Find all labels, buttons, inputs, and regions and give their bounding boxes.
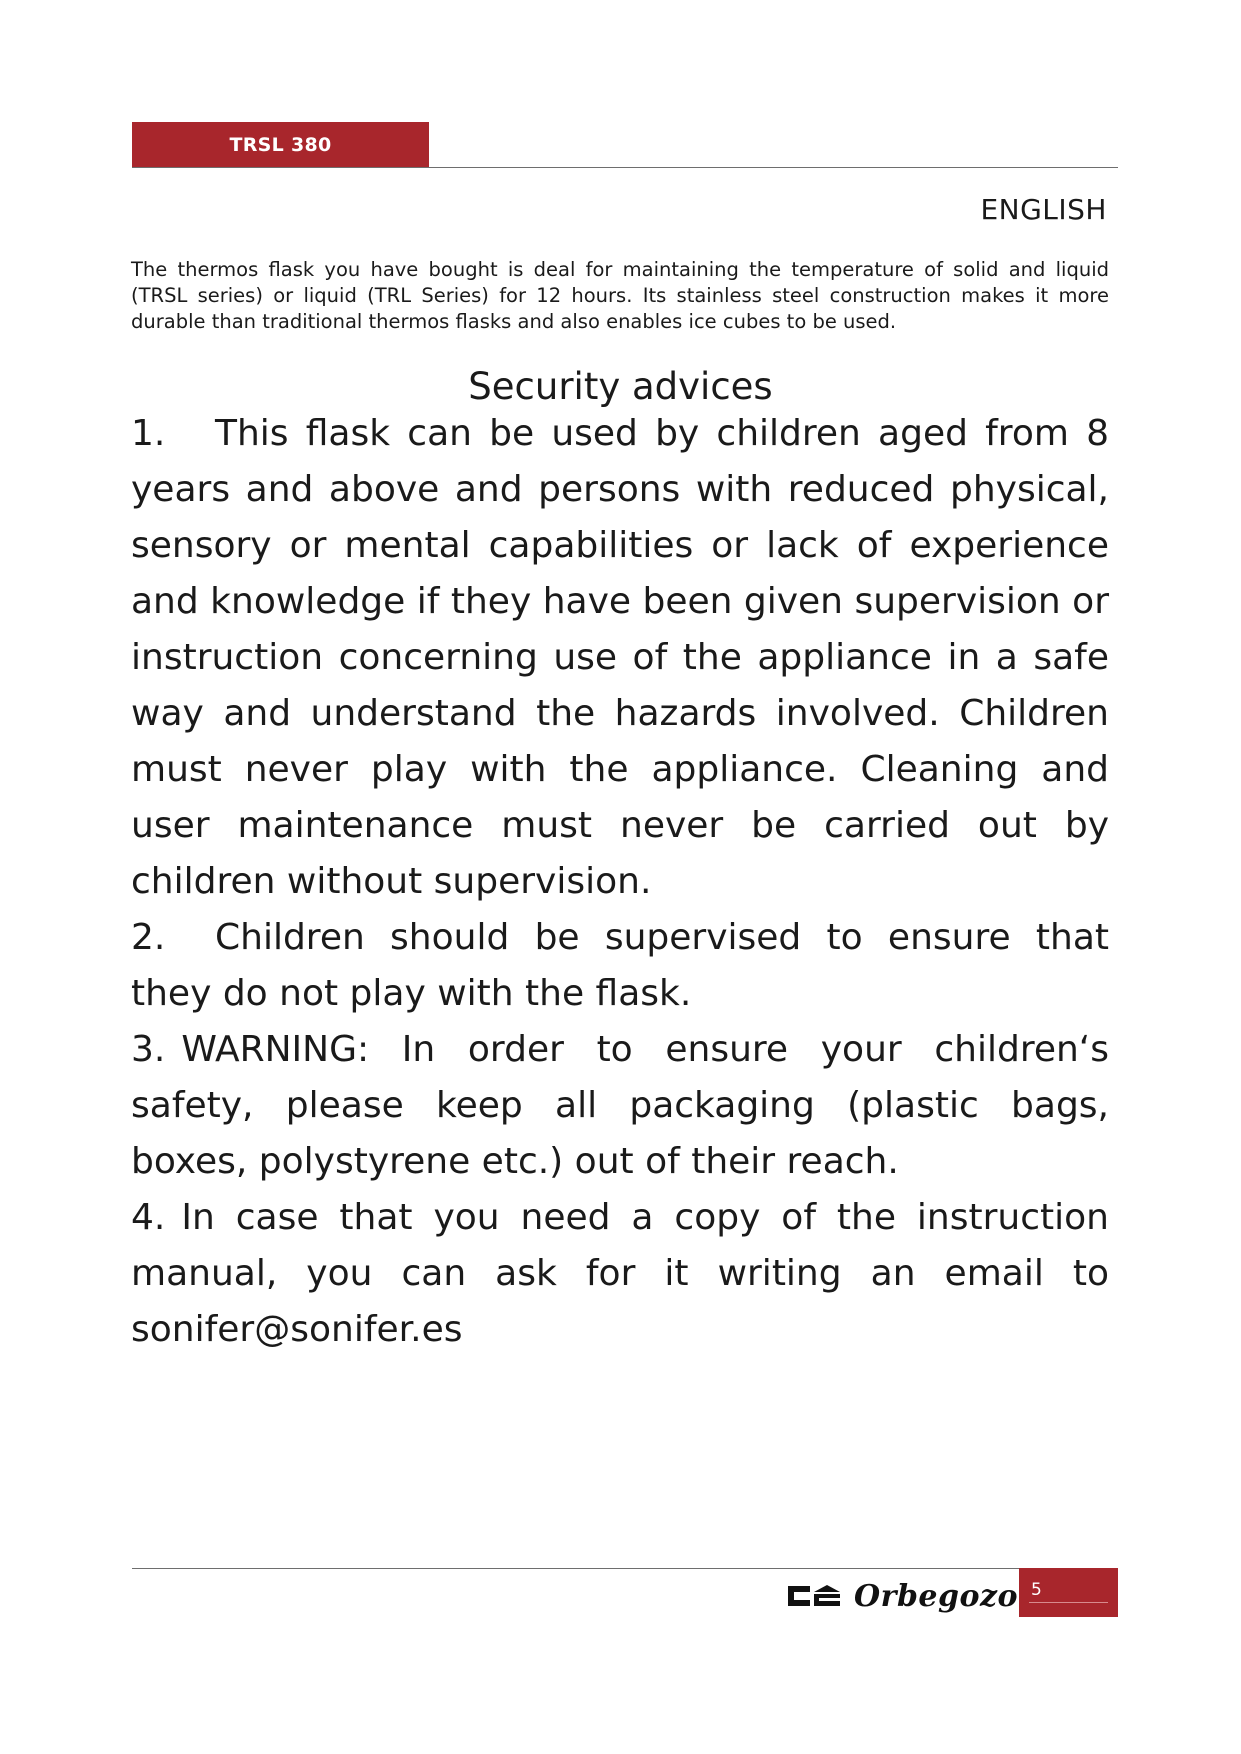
model-label: TRSL 380 bbox=[229, 134, 332, 156]
advice-item-4 bbox=[131, 1190, 1109, 1358]
advice-number: 2. bbox=[131, 917, 166, 958]
brand-logo bbox=[788, 1574, 1018, 1618]
advice-number: 3. bbox=[131, 1029, 166, 1070]
section-title: Security advices bbox=[468, 365, 773, 408]
language-label: ENGLISH bbox=[980, 193, 1107, 226]
page-number-box bbox=[1019, 1568, 1118, 1617]
advice-number: 4. bbox=[131, 1197, 166, 1238]
advice-list bbox=[131, 406, 1109, 1358]
header-divider bbox=[132, 167, 1118, 168]
advice-text: Children should be supervised to ensure that they do not play with the flask. bbox=[131, 917, 1109, 1014]
advice-number: 1. bbox=[131, 413, 166, 454]
advice-item-3 bbox=[131, 1022, 1109, 1190]
intro-paragraph: The thermos flask you have bought is deal for maintaining the temperature of solid and liquid (TRSL series) or liquid (TRL Series) for 12 hours. Its stainless steel construction makes it more durable than traditional thermos flasks and also enables ice cubes to be used. bbox=[131, 258, 1109, 333]
page-box-underline bbox=[1029, 1602, 1108, 1603]
brand-name: Orbegozo bbox=[854, 1578, 1019, 1614]
advice-item-1 bbox=[131, 406, 1109, 910]
cs-logo-icon bbox=[788, 1582, 840, 1610]
advice-text: In case that you need a copy of the instruction manual, you can ask for it writing an email to sonifer@sonifer.es bbox=[131, 1197, 1109, 1350]
model-tab bbox=[132, 122, 429, 168]
advice-item-2 bbox=[131, 910, 1109, 1022]
advice-text: WARNING: In order to ensure your children‘s safety, please keep all packaging (plastic bags, boxes, polystyrene etc.) out of their reach. bbox=[131, 1029, 1109, 1182]
page-number: 5 bbox=[1031, 1580, 1042, 1600]
advice-text: This flask can be used by children aged from 8 years and above and persons with reduced physical, sensory or mental capabilities or lack of experience and knowledge if they have been given supervision or instruction concerning use of the appliance in a safe way and understand the hazards involved. Children must never play with the appliance. Cleaning and user maintenance must never be carried out by children without supervision. bbox=[131, 413, 1109, 902]
footer-divider bbox=[132, 1568, 1118, 1569]
